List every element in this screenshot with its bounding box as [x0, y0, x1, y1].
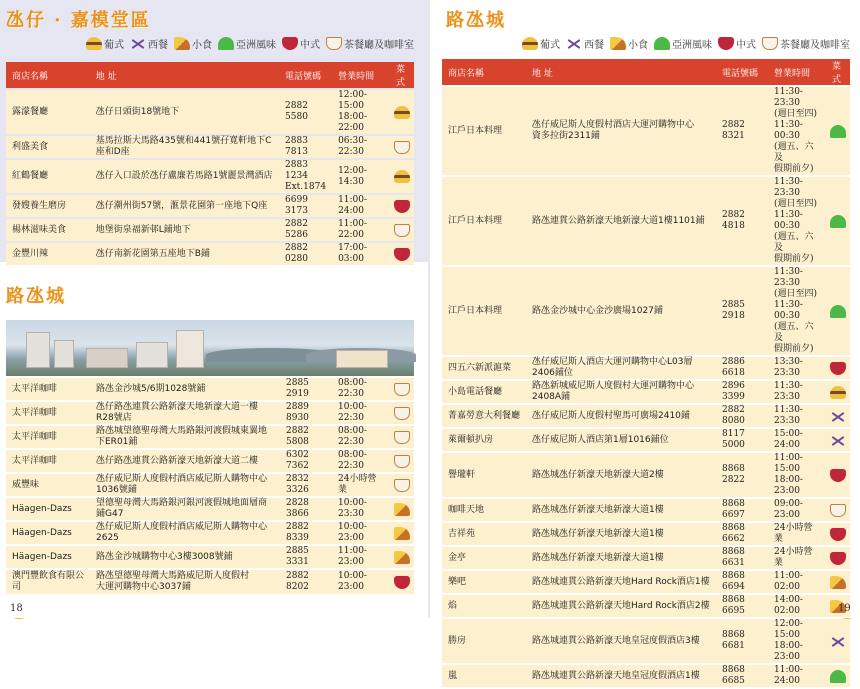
legend-label: 亞洲風味	[236, 40, 276, 51]
table-row	[6, 450, 414, 472]
header-cuisine: 菜式	[390, 62, 414, 88]
restaurant-address: 氹仔南新花園第五座地下B鋪	[90, 243, 279, 265]
restaurant-name: 金豐川辣	[6, 243, 90, 265]
opening-hours: 11:00-15:00 18:00-23:00	[768, 453, 826, 497]
restaurant-address: 氹仔入口設於氹仔盧廉若馬路1號麗景灣酒店	[90, 160, 279, 193]
restaurant-address: 氹仔威尼斯人酒店大運河購物中心L03層2406鋪位	[526, 357, 716, 379]
cuisine-cell	[390, 195, 414, 217]
cuisine-cell	[390, 426, 414, 448]
restaurant-phone: 8868 6685	[716, 665, 768, 687]
legend-label: 葡式	[540, 40, 560, 51]
cuisine-cell	[826, 267, 850, 355]
restaurant-name: 金亭	[442, 547, 526, 569]
opening-hours: 11:00-23:00	[332, 546, 390, 568]
chinese-food-icon	[718, 37, 734, 50]
legend-item	[174, 36, 212, 51]
restaurant-name: 樂吧	[442, 571, 526, 593]
restaurant-table-cotai-right	[442, 57, 850, 689]
cafe-icon	[394, 479, 410, 492]
legend-item	[566, 36, 604, 51]
opening-hours: 10:00-23:00	[332, 570, 390, 594]
cuisine-cell	[826, 429, 850, 451]
chinese-food-icon	[830, 552, 846, 565]
table-row	[442, 523, 850, 545]
restaurant-address: 路氹連貫公路新濠天地新濠大道1樓1101鋪	[526, 177, 716, 265]
opening-hours: 13:30-23:30	[768, 357, 826, 379]
legend-item	[86, 36, 124, 51]
header-cuisine: 菜式	[826, 59, 850, 85]
legend-item	[522, 36, 560, 51]
restaurant-name: 江戶日本料理	[442, 177, 526, 265]
opening-hours: 14:00-02:00	[768, 595, 826, 617]
opening-hours: 24小時營業	[332, 474, 390, 496]
restaurant-name: 利盛美食	[6, 136, 90, 158]
restaurant-phone: 8868 6631	[716, 547, 768, 569]
opening-hours: 11:00-02:00	[768, 571, 826, 593]
opening-hours: 11:30-23:30 (週日至四) 11:30-00:30 (週五、六及 假期前夕)	[768, 87, 826, 175]
legend-label: 西餐	[148, 40, 168, 51]
table-row	[442, 381, 850, 403]
table-row	[442, 619, 850, 663]
table-row	[442, 429, 850, 451]
cuisine-cell	[826, 499, 850, 521]
restaurant-address: 路氹金沙城購物中心3樓3008號鋪	[90, 546, 280, 568]
restaurant-phone: 2882 5808	[280, 426, 332, 448]
restaurant-phone: 6302 7362	[280, 450, 332, 472]
header-hours: 營業時間	[768, 59, 826, 85]
legend-item	[130, 36, 168, 51]
header-name: 商店名稱	[6, 62, 90, 88]
legend-label: 茶餐廳及咖啡室	[780, 40, 850, 51]
restaurant-address: 氹仔威尼斯人度假村酒店大運河購物中心 資多拉街2311鋪	[526, 87, 716, 175]
cuisine-cell	[826, 357, 850, 379]
restaurant-phone: 2883 1234 Ext.1874	[279, 160, 332, 193]
restaurant-name: Häagen-Dazs	[6, 546, 90, 568]
restaurant-phone: 2882 8080	[716, 405, 768, 427]
asian-food-icon	[654, 37, 670, 50]
table-row	[442, 87, 850, 175]
snack-icon	[394, 527, 410, 540]
restaurant-address: 路氹城氹仔新濠天地新濠大道1樓	[526, 499, 716, 521]
restaurant-address: 路氹新城威尼斯人度假村大運河購物中心2408A鋪	[526, 381, 716, 403]
restaurant-address: 路氹城望德聖母灣大馬路銀河渡假城東翼地下ER01鋪	[90, 426, 280, 448]
page-number-right: 19	[838, 603, 851, 614]
cuisine-cell	[390, 90, 414, 134]
restaurant-name: 發嫂養生磨房	[6, 195, 90, 217]
header-phone: 電話號碼	[716, 59, 768, 85]
restaurant-name: 四五六新派滬菜	[442, 357, 526, 379]
cuisine-cell	[390, 570, 414, 594]
restaurant-address: 路氹城連貫公路新濠天地Hard Rock酒店2樓	[526, 595, 716, 617]
cuisine-cell	[390, 160, 414, 193]
cafe-icon	[394, 407, 410, 420]
table-row	[442, 453, 850, 497]
restaurant-name: 勝房	[442, 619, 526, 663]
opening-hours: 10:00-22:30	[332, 402, 390, 424]
table-row	[6, 546, 414, 568]
left-page	[0, 0, 428, 618]
cafe-icon	[326, 37, 342, 50]
header-address: 地 址	[90, 62, 279, 88]
restaurant-phone: 2883 7813	[279, 136, 332, 158]
restaurant-phone: 8868 6694	[716, 571, 768, 593]
legend-item	[218, 36, 276, 51]
opening-hours: 12:00-15:00 18:00-22:00	[332, 90, 390, 134]
restaurant-name: 紅鶴餐廳	[6, 160, 90, 193]
restaurant-phone: 2882 8339	[280, 522, 332, 544]
western-food-icon	[830, 635, 846, 648]
table-row	[442, 267, 850, 355]
portuguese-food-icon	[86, 37, 102, 50]
cafe-icon	[394, 455, 410, 468]
cafe-icon	[830, 504, 846, 517]
opening-hours: 11:00-24:00	[332, 195, 390, 217]
opening-hours: 11:00-22:00	[332, 219, 390, 241]
header-hours: 營業時間	[332, 62, 390, 88]
restaurant-address: 氹仔路氹連貫公路新濠天地新濠大道一樓R28號店	[90, 402, 280, 424]
opening-hours: 08:00-22:30	[332, 450, 390, 472]
page-number-left: 18	[10, 603, 23, 614]
restaurant-name: 楊林滋味美食	[6, 219, 90, 241]
section-title-taipa: 氹仔 · 嘉模堂區	[6, 10, 151, 31]
restaurant-phone: 2882 0280	[279, 243, 332, 265]
portuguese-food-icon	[394, 170, 410, 183]
table-row	[6, 402, 414, 424]
table-row	[6, 243, 414, 265]
restaurant-address: 路氹城氹仔新濠天地新濠大道1樓	[526, 523, 716, 545]
opening-hours: 11:30-23:30 (週日至四) 11:30-00:30 (週五、六及 假期前夕)	[768, 177, 826, 265]
western-food-icon	[830, 410, 846, 423]
asian-food-icon	[830, 305, 846, 318]
restaurant-address: 路氹城氹仔新濠天地新濠大道2樓	[526, 453, 716, 497]
legend-label: 茶餐廳及咖啡室	[344, 40, 414, 51]
restaurant-name: 江戶日本料理	[442, 87, 526, 175]
table-row	[6, 219, 414, 241]
table-row	[6, 378, 414, 400]
restaurant-address: 氹仔威尼斯人酒店第1層1016鋪位	[526, 429, 716, 451]
cuisine-cell	[390, 243, 414, 265]
restaurant-name: 太平洋咖啡	[6, 450, 90, 472]
western-food-icon	[830, 434, 846, 447]
table-row	[442, 665, 850, 687]
legend-item	[654, 36, 712, 51]
cuisine-cell	[826, 523, 850, 545]
restaurant-address: 氹仔潮州街57號，滙景花園第一座地下Q座	[90, 195, 279, 217]
table-row	[6, 522, 414, 544]
snack-icon	[610, 37, 626, 50]
cafe-icon	[394, 141, 410, 154]
restaurant-name: 吉祥苑	[442, 523, 526, 545]
opening-hours: 06:30-22:30	[332, 136, 390, 158]
portuguese-food-icon	[394, 106, 410, 119]
restaurant-address: 路氹城連貫公路新濠天地Hard Rock酒店1樓	[526, 571, 716, 593]
portuguese-food-icon	[830, 386, 846, 399]
restaurant-name: 太平洋咖啡	[6, 426, 90, 448]
restaurant-phone: 2889 8930	[280, 402, 332, 424]
cuisine-cell	[826, 619, 850, 663]
restaurant-name: 焰	[442, 595, 526, 617]
section-title-cotai-right: 路氹城	[446, 10, 506, 31]
cuisine-cell	[390, 219, 414, 241]
cuisine-cell	[826, 87, 850, 175]
opening-hours: 09:00-23:00	[768, 499, 826, 521]
restaurant-phone: 6699 3173	[279, 195, 332, 217]
restaurant-name: 咖啡天地	[442, 499, 526, 521]
legend-label: 小食	[628, 40, 648, 51]
restaurant-address: 路氹望德聖母灣大馬路威尼斯人度假村 大運河購物中心3037鋪	[90, 570, 280, 594]
restaurant-phone: 2882 8321	[716, 87, 768, 175]
opening-hours: 11:00-24:00	[768, 665, 826, 687]
restaurant-address: 路氹城連貫公路新濠天地皇冠度假酒店3樓	[526, 619, 716, 663]
cuisine-cell	[826, 177, 850, 265]
restaurant-address: 氹仔威尼斯人度假村酒店威尼斯人購物中心1036號鋪	[90, 474, 280, 496]
asian-food-icon	[830, 670, 846, 683]
table-row	[6, 570, 414, 594]
chinese-food-icon	[394, 576, 410, 589]
restaurant-phone: 2882 4818	[716, 177, 768, 265]
asian-food-icon	[830, 215, 846, 228]
restaurant-address: 地堡街泉福新邨L鋪地下	[90, 219, 279, 241]
restaurant-table-taipa	[6, 60, 414, 267]
restaurant-address: 基馬拉斯大馬路435號和441號孖寬軒地下C座和D座	[90, 136, 279, 158]
header-address: 地 址	[526, 59, 716, 85]
snack-icon	[830, 576, 846, 589]
restaurant-phone: 2882 8202	[280, 570, 332, 594]
table-row	[6, 498, 414, 520]
opening-hours: 12:00-14:30	[332, 160, 390, 193]
opening-hours: 10:00-23:30	[332, 498, 390, 520]
opening-hours: 15:00-24:00	[768, 429, 826, 451]
cafe-icon	[394, 224, 410, 237]
opening-hours: 08:00-22:30	[332, 378, 390, 400]
snack-icon	[394, 551, 410, 564]
restaurant-phone: 8868 2822	[716, 453, 768, 497]
chinese-food-icon	[394, 200, 410, 213]
restaurant-phone: 2828 3866	[280, 498, 332, 520]
portuguese-food-icon	[522, 37, 538, 50]
opening-hours: 24小時營業	[768, 523, 826, 545]
right-page	[430, 0, 860, 686]
restaurant-name: 露濛餐廳	[6, 90, 90, 134]
table-row	[442, 595, 850, 617]
cuisine-cell	[826, 453, 850, 497]
legend-item	[762, 36, 850, 51]
restaurant-name: 小島電話餐廳	[442, 381, 526, 403]
restaurant-phone: 8868 6695	[716, 595, 768, 617]
opening-hours: 11:30-23:30	[768, 381, 826, 403]
restaurant-phone: 2885 2919	[280, 378, 332, 400]
chinese-food-icon	[830, 528, 846, 541]
restaurant-name: 萊爾頓扒房	[442, 429, 526, 451]
opening-hours: 11:30-23:30 (週日至四) 11:30-00:30 (週五、六及 假期前夕)	[768, 267, 826, 355]
restaurant-name: 太平洋咖啡	[6, 402, 90, 424]
legend-label: 小食	[192, 40, 212, 51]
cuisine-cell	[390, 474, 414, 496]
cuisine-cell	[826, 381, 850, 403]
table-row	[442, 547, 850, 569]
cuisine-cell	[390, 498, 414, 520]
asian-food-icon	[830, 125, 846, 138]
restaurant-address: 氹仔路氹連貫公路新濠天地新濠大道二樓	[90, 450, 280, 472]
cuisine-cell	[826, 665, 850, 687]
cafe-icon	[394, 431, 410, 444]
restaurant-address: 氹仔日頭街18號地下	[90, 90, 279, 134]
legend-label: 西餐	[584, 40, 604, 51]
table-row	[442, 405, 850, 427]
restaurant-phone: 2832 3326	[280, 474, 332, 496]
restaurant-name: 澳門豐飲食有限公司	[6, 570, 90, 594]
legend-item	[610, 36, 648, 51]
restaurant-name: 太平洋咖啡	[6, 378, 90, 400]
opening-hours: 17:00-03:00	[332, 243, 390, 265]
cuisine-cell	[826, 547, 850, 569]
cuisine-cell	[826, 571, 850, 593]
table-row	[6, 160, 414, 193]
table-row	[6, 136, 414, 158]
opening-hours: 12:00-15:00 18:00-23:00	[768, 619, 826, 663]
table-row	[442, 571, 850, 593]
legend-label: 中式	[736, 40, 756, 51]
cotai-skyline-photo	[6, 320, 414, 376]
restaurant-name: 譽瓏軒	[442, 453, 526, 497]
cuisine-cell	[826, 405, 850, 427]
restaurant-address: 路氹城氹仔新濠天地新濠大道1樓	[526, 547, 716, 569]
cuisine-cell	[390, 136, 414, 158]
restaurant-name: 江戶日本料理	[442, 267, 526, 355]
restaurant-phone: 8868 6697	[716, 499, 768, 521]
restaurant-phone: 8868 6681	[716, 619, 768, 663]
cafe-icon	[394, 383, 410, 396]
restaurant-phone: 2885 2918	[716, 267, 768, 355]
chinese-food-icon	[830, 362, 846, 375]
cuisine-legend-right	[522, 36, 850, 51]
opening-hours: 08:00-22:30	[332, 426, 390, 448]
restaurant-name: 威豐味	[6, 474, 90, 496]
cuisine-legend	[86, 36, 414, 51]
restaurant-phone: 2882 5286	[279, 219, 332, 241]
cuisine-cell	[390, 450, 414, 472]
legend-item	[282, 36, 320, 51]
table-row	[6, 90, 414, 134]
chinese-food-icon	[394, 248, 410, 261]
restaurant-address: 氹仔威尼斯人度假村酒店威尼斯人購物中心2625	[90, 522, 280, 544]
table-row	[442, 177, 850, 265]
snack-icon	[174, 37, 190, 50]
header-name: 商店名稱	[442, 59, 526, 85]
table-row	[6, 474, 414, 496]
restaurant-name: Häagen-Dazs	[6, 522, 90, 544]
restaurant-phone: 2882 5580	[279, 90, 332, 134]
chinese-food-icon	[282, 37, 298, 50]
section-title-cotai: 路氹城	[6, 286, 66, 307]
cuisine-cell	[390, 522, 414, 544]
legend-label: 亞洲風味	[672, 40, 712, 51]
cuisine-cell	[390, 378, 414, 400]
opening-hours: 10:00-23:00	[332, 522, 390, 544]
header-phone: 電話號碼	[279, 62, 332, 88]
asian-food-icon	[218, 37, 234, 50]
restaurant-address: 氹仔威尼斯人度假村聖馬可廣場2410鋪	[526, 405, 716, 427]
chinese-food-icon	[830, 469, 846, 482]
restaurant-phone: 8868 6662	[716, 523, 768, 545]
restaurant-phone: 2885 3331	[280, 546, 332, 568]
legend-label: 中式	[300, 40, 320, 51]
restaurant-address: 路氹金沙城中心金沙廣場1027鋪	[526, 267, 716, 355]
cafe-icon	[762, 37, 778, 50]
restaurant-name: 菁嘉勞意大利餐廳	[442, 405, 526, 427]
legend-item	[326, 36, 414, 51]
cuisine-cell	[390, 546, 414, 568]
restaurant-phone: 2896 3399	[716, 381, 768, 403]
restaurant-table-cotai-left	[6, 376, 414, 596]
restaurant-name: 嵐	[442, 665, 526, 687]
opening-hours: 24小時營業	[768, 547, 826, 569]
restaurant-address: 望德聖母灣大馬路銀河銀河渡假城地面層商鋪G47	[90, 498, 280, 520]
table-row	[442, 357, 850, 379]
legend-label: 葡式	[104, 40, 124, 51]
restaurant-name: Häagen-Dazs	[6, 498, 90, 520]
cuisine-cell	[390, 402, 414, 424]
table-row	[442, 499, 850, 521]
western-food-icon	[130, 37, 146, 50]
table-row	[6, 195, 414, 217]
opening-hours: 11:30-23:30	[768, 405, 826, 427]
table-row	[6, 426, 414, 448]
legend-item	[718, 36, 756, 51]
restaurant-phone: 8117 5000	[716, 429, 768, 451]
restaurant-address: 路氹金沙城5/6期1028號鋪	[90, 378, 280, 400]
restaurant-address: 路氹城連貫公路新濠天地皇冠度假酒店1樓	[526, 665, 716, 687]
snack-icon	[394, 503, 410, 516]
western-food-icon	[566, 37, 582, 50]
restaurant-phone: 2886 6618	[716, 357, 768, 379]
